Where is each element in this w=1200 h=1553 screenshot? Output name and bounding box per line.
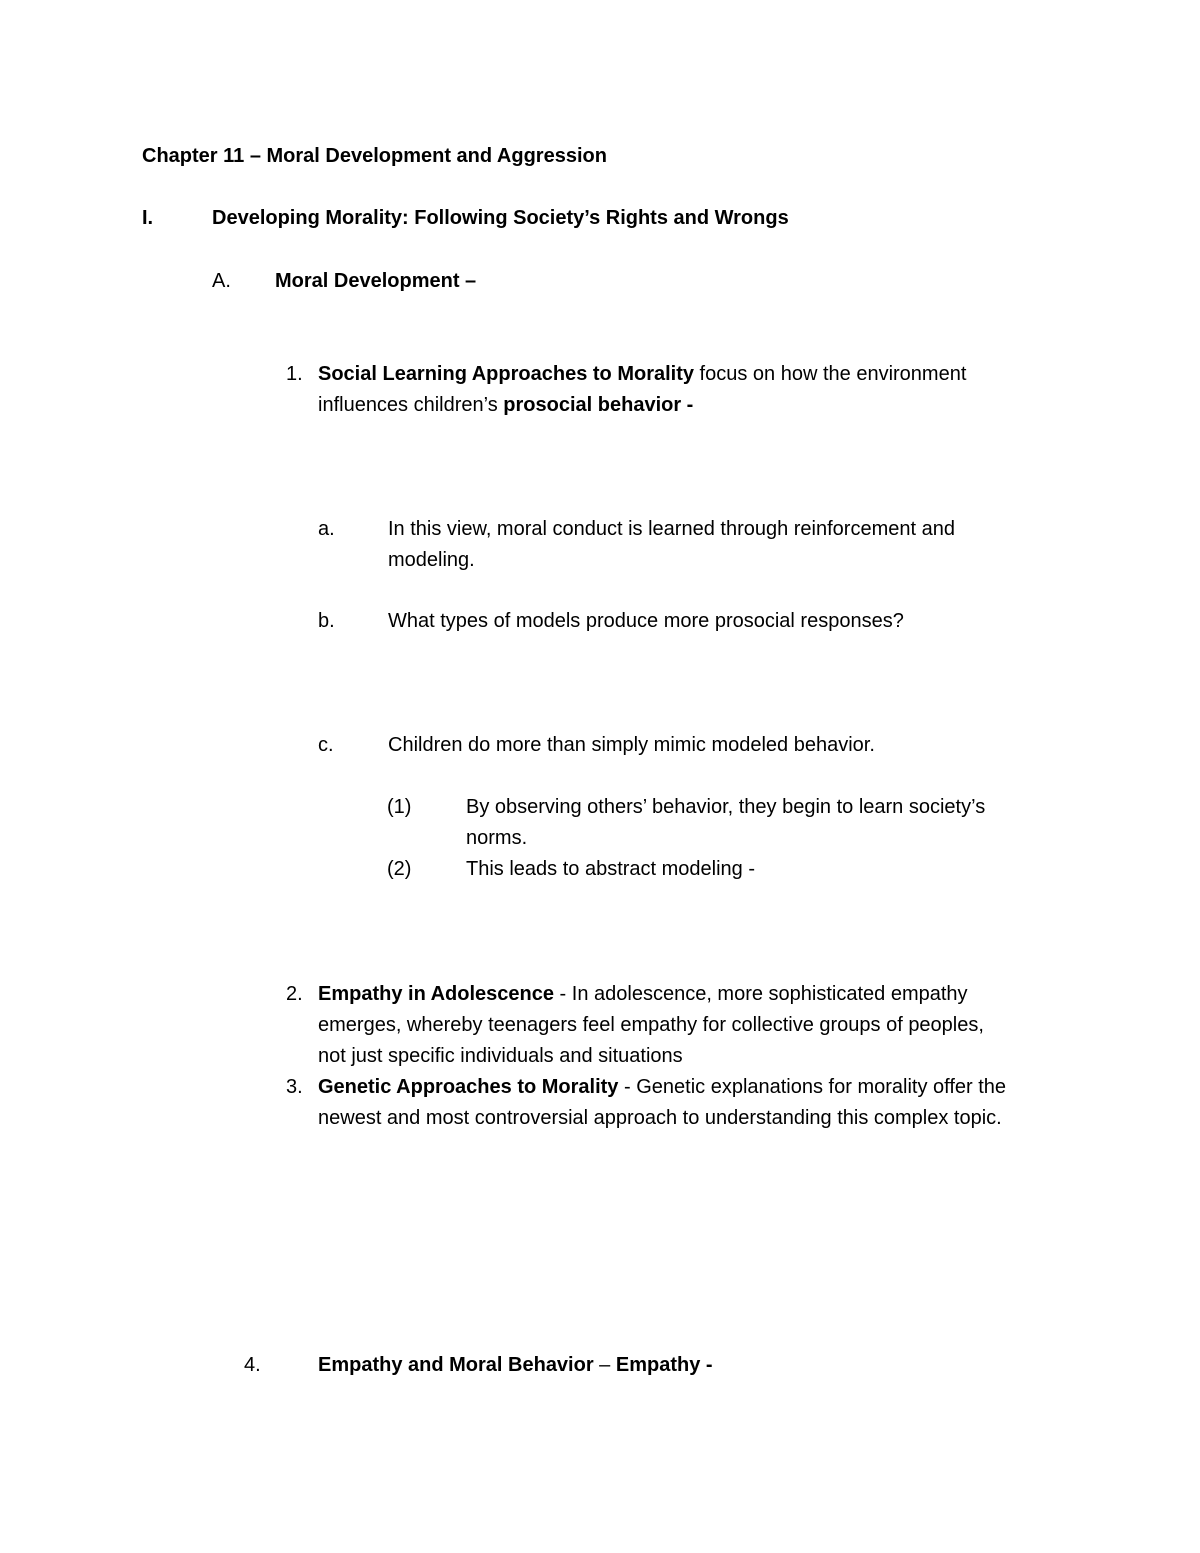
item-2-marker: 2. xyxy=(286,983,303,1005)
sub-b-marker: b. xyxy=(318,610,335,632)
sub-c1-line-2: norms. xyxy=(466,827,528,849)
subsection-marker: A. xyxy=(212,270,231,292)
sub-a-line-1: In this view, moral conduct is learned through reinforcement and xyxy=(388,518,955,540)
item-3-line-2: newest and most controversial approach to understanding this complex topic. xyxy=(318,1107,1002,1129)
item-2-line-1-rest: - In adolescence, more sophisticated empathy xyxy=(554,983,968,1005)
item-3-marker: 3. xyxy=(286,1076,303,1098)
section-heading: Developing Morality: Following Society’s Rights and Wrongs xyxy=(212,207,789,229)
item-1-line-1 xyxy=(318,361,966,387)
sub-c-line-1: Children do more than simply mimic modeled behavior. xyxy=(388,734,875,756)
sub-c1-marker: (1) xyxy=(387,796,412,818)
item-4-marker: 4. xyxy=(244,1354,261,1376)
item-2-line-3: not just specific individuals and situations xyxy=(318,1045,683,1067)
item-2-line-1 xyxy=(318,981,968,1007)
item-1-text-b: influences children’s xyxy=(318,394,504,416)
sub-c2-line-1: This leads to abstract modeling - xyxy=(466,858,756,880)
item-4-sep: – xyxy=(593,1354,616,1376)
item-2-line-2: emerges, whereby teenagers feel empathy for collective groups of peoples, xyxy=(318,1014,984,1036)
sub-a-line-2: modeling. xyxy=(388,549,475,571)
item-3-term: Genetic Approaches to Morality xyxy=(318,1076,619,1098)
item-1-line-2 xyxy=(318,392,693,418)
item-3-line-1 xyxy=(318,1074,1006,1100)
item-4-line-1 xyxy=(318,1352,713,1378)
sub-a-marker: a. xyxy=(318,518,335,540)
item-1-term: Social Learning Approaches to Morality xyxy=(318,363,694,385)
item-1-marker: 1. xyxy=(286,363,303,385)
item-4-term: Empathy and Moral Behavior xyxy=(318,1354,594,1376)
page-title: Chapter 11 – Moral Development and Aggression xyxy=(142,145,607,167)
sub-c-marker: c. xyxy=(318,734,334,756)
item-2-term: Empathy in Adolescence xyxy=(318,983,554,1005)
sub-c2-marker: (2) xyxy=(387,858,412,880)
sub-b-line-1: What types of models produce more prosocial responses? xyxy=(388,610,904,632)
section-marker: I. xyxy=(142,207,154,229)
sub-c1-line-1: By observing others’ behavior, they begin to learn society’s xyxy=(466,796,986,818)
subsection-heading: Moral Development – xyxy=(275,270,477,292)
item-3-line-1-rest: - Genetic explanations for morality offer the xyxy=(618,1076,1007,1098)
item-1-term-2: prosocial behavior - xyxy=(503,394,694,416)
item-1-text-a: focus on how the environment xyxy=(694,363,967,385)
item-4-term-2: Empathy - xyxy=(615,1354,713,1376)
